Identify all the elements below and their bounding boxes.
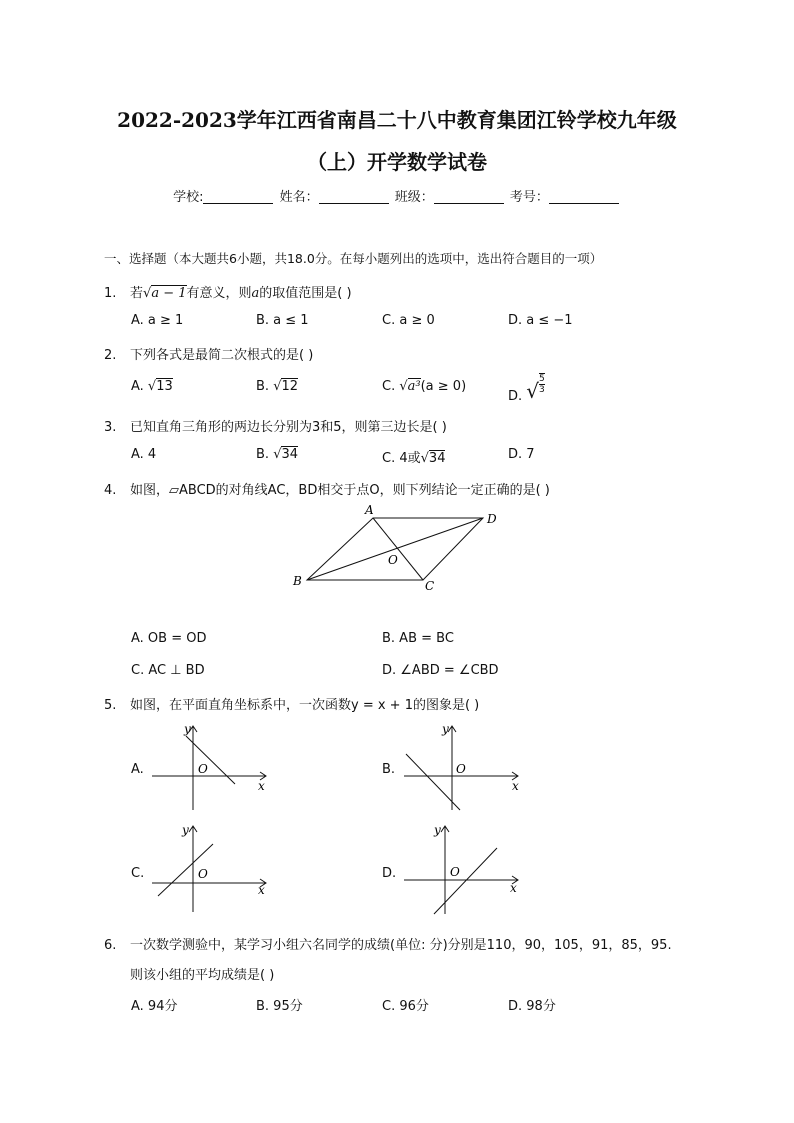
number-blank[interactable] — [549, 189, 619, 204]
school-label: 学校: — [173, 190, 204, 205]
q2-option-a[interactable]: A. √13 — [131, 379, 173, 394]
q3-option-b[interactable]: B. √34 — [256, 447, 299, 462]
q1-option-a[interactable]: A. a ≥ 1 — [131, 313, 184, 328]
q4-option-d[interactable]: D. ∠ABD = ∠CBD — [382, 663, 499, 678]
exam-title-line1: 2022-2023学年江西省南昌二十八中教育集团江铃学校九年级 — [117, 108, 677, 132]
vertex-a-label: A — [365, 503, 374, 517]
x-axis-label: x — [258, 779, 265, 793]
q6-text-line1: 一次数学测验中，某学习小组六名同学的成绩(单位: 分)分别是110，90，105，91，85，95. — [130, 938, 672, 953]
fraction-numerator: 5 — [539, 374, 545, 384]
question-number: 1. — [104, 286, 117, 301]
q2-option-d[interactable]: D. √ $\frac{5}{3}$ — [508, 374, 545, 404]
question-4 — [104, 479, 550, 498]
parallelogram-figure — [285, 500, 510, 595]
q5-text: 如图，在平面直角坐标系中，一次函数y = x + 1的图象是( ) — [130, 698, 480, 713]
q2-option-b[interactable]: B. √12 — [256, 379, 299, 394]
q5-option-a[interactable]: A. — [131, 762, 144, 777]
diagonal-bd — [307, 518, 483, 580]
q1-text-pre: 若 — [130, 286, 144, 301]
question-6 — [104, 934, 672, 953]
question-3 — [104, 416, 447, 435]
q6-option-c[interactable]: C. 96分 — [382, 999, 429, 1014]
q1-option-d[interactable]: D. a ≤ −1 — [508, 313, 573, 328]
option-label: A. — [131, 379, 144, 394]
q5-option-c[interactable]: C. — [131, 866, 145, 881]
origin-label: O — [456, 762, 466, 776]
question-2 — [104, 344, 313, 363]
vertex-c-label: C — [425, 579, 435, 593]
q5-option-d[interactable]: D. — [382, 866, 397, 881]
q6-text-line2: 则该小组的平均成绩是( ) — [130, 968, 275, 983]
student-info-row — [0, 186, 794, 205]
q1-variable: a — [251, 286, 260, 301]
question-number: 5. — [104, 698, 117, 713]
q3-option-c[interactable]: C. 4或√34 — [382, 451, 446, 466]
vertex-b-label: B — [293, 574, 302, 588]
function-line — [434, 848, 497, 914]
radicand: 34 — [281, 447, 299, 462]
option-label: B. — [256, 379, 270, 394]
origin-label: O — [198, 867, 208, 881]
y-axis-label: y — [434, 823, 441, 837]
x-axis-label: x — [512, 779, 519, 793]
question-number: 2. — [104, 348, 117, 363]
option-label: B. — [256, 447, 270, 462]
q5-graph-a[interactable] — [148, 722, 273, 814]
q4-option-a[interactable]: A. OB = OD — [131, 631, 207, 646]
q6-option-b[interactable]: B. 95分 — [256, 999, 303, 1014]
q4-option-c[interactable]: C. AC ⊥ BD — [131, 663, 205, 678]
q1-radicand: a − 1 — [151, 286, 187, 301]
exam-title-line2: （上）开学数学试卷 — [307, 150, 487, 174]
question-number: 4. — [104, 483, 117, 498]
name-blank[interactable] — [319, 189, 389, 204]
vertex-d-label: D — [487, 512, 497, 526]
q3-option-d[interactable]: D. 7 — [508, 447, 535, 462]
x-axis-label: x — [258, 883, 265, 897]
number-label: 考号： — [509, 190, 549, 205]
condition: (a ≥ 0) — [420, 379, 467, 394]
q2-text: 下列各式是最简二次根式的是( ) — [130, 348, 314, 363]
q1-option-c[interactable]: C. a ≥ 0 — [382, 313, 435, 328]
q3-option-a[interactable]: A. 4 — [131, 447, 157, 462]
class-label: 班级： — [394, 190, 434, 205]
radicand: a³ — [407, 379, 421, 394]
option-label: C. — [382, 379, 396, 394]
q4-option-b[interactable]: B. AB = BC — [382, 631, 454, 646]
sqrt-expression: √a − 1 — [143, 286, 187, 301]
q6-option-d[interactable]: D. 98分 — [508, 999, 556, 1014]
radicand: 13 — [156, 379, 173, 394]
option-label: D. — [508, 389, 523, 404]
question-number: 3. — [104, 420, 117, 435]
x-axis-label: x — [510, 881, 517, 895]
y-axis-label: y — [182, 823, 189, 837]
school-blank[interactable] — [203, 189, 273, 204]
radicand: 12 — [281, 379, 299, 394]
question-5 — [104, 694, 479, 713]
question-number: 6. — [104, 938, 117, 953]
q5-graph-d[interactable] — [400, 822, 525, 917]
origin-label: O — [198, 762, 208, 776]
radicand: 34 — [428, 451, 446, 466]
question-1 — [104, 282, 352, 301]
q4-text: 如图，▱ABCD的对角线AC，BD相交于点O，则下列结论一定正确的是( ) — [130, 483, 550, 498]
y-axis-label: y — [442, 722, 449, 736]
fraction-denominator: 3 — [539, 385, 545, 395]
q2-option-c[interactable]: C. √a³(a ≥ 0) — [382, 379, 467, 394]
diagonal-ac — [373, 518, 423, 580]
name-label: 姓名： — [279, 190, 319, 205]
class-blank[interactable] — [434, 189, 504, 204]
y-axis-label: y — [184, 722, 191, 736]
q6-option-a[interactable]: A. 94分 — [131, 999, 178, 1014]
q5-graph-c[interactable] — [148, 822, 273, 914]
origin-label: O — [450, 865, 460, 879]
option-label: C. 4或 — [382, 451, 421, 466]
section-heading: 一、选择题（本大题共6小题，共18.0分。在每小题列出的选项中，选出符合题目的一项） — [104, 251, 603, 266]
q3-text: 已知直角三角形的两边长分别为3和5，则第三边长是( ) — [130, 420, 447, 435]
q1-text-post: 的取值范围是( ) — [259, 286, 352, 301]
q1-option-b[interactable]: B. a ≤ 1 — [256, 313, 309, 328]
q5-graph-b[interactable] — [400, 722, 525, 814]
q5-option-b[interactable]: B. — [382, 762, 396, 777]
point-o-label: O — [388, 553, 398, 567]
q1-text-mid: 有意义，则 — [186, 286, 252, 301]
